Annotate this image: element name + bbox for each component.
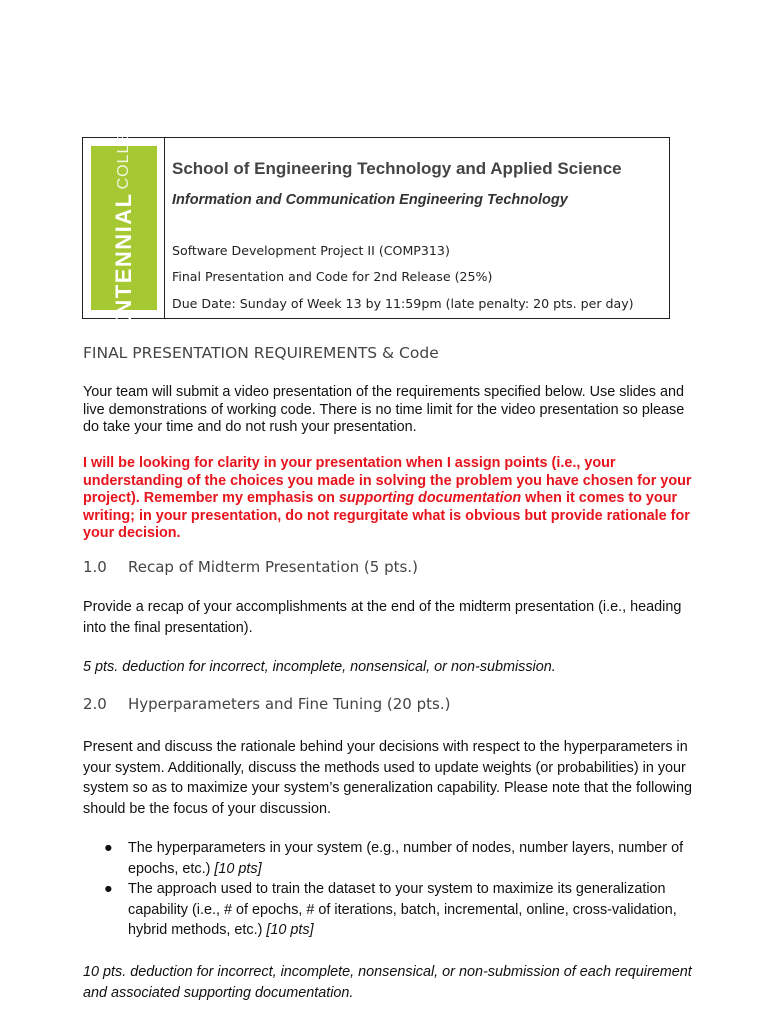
page-title: FINAL PRESENTATION REQUIREMENTS & Code: [83, 344, 439, 362]
intro-paragraph: Your team will submit a video presentation of the requirements specified below. Use slides and live demonstrations of working code. There is no time limit for the video presentation so please do take your time and do not rush your presentation.: [83, 384, 685, 435]
section-1-number: 1.0: [83, 558, 107, 576]
section-2-number: 2.0: [83, 695, 107, 713]
section-1-title: Recap of Midterm Presentation (5 pts.): [128, 558, 418, 576]
section-2-body: Present and discuss the rationale behind your decisions with respect to the hyperparameters in your system. Additionally, discuss the methods used to update weights (or probabilities) in your system so as to maximize your system’s generalization capability. Please note that the following should be the focus of your discussion.: [83, 739, 692, 817]
school-name: School of Engineering Technology and Applied Science: [172, 159, 622, 178]
section-1-body: Provide a recap of your accomplishments at the end of the midterm presentation (i.e., heading into the final presentation).: [83, 599, 682, 636]
course-title: Software Development Project II (COMP313): [172, 243, 450, 258]
emphasis-part1: I will be looking for clarity in your presentation when I assign points (i.e., your understanding of the choices you made in solving the problem you have chosen for your project). Remember my emphasis on: [83, 455, 692, 506]
list-item-points: [10 pts]: [214, 860, 262, 877]
section-2-title: Hyperparameters and Fine Tuning (20 pts.): [128, 695, 451, 713]
logo-sub-text: COLLEGE: [115, 106, 132, 190]
list-item-text: The approach used to train the dataset to your system to maximize its generalization capability (i.e., # of epochs, # of iterations, batch, incremental, online, cross-validation, hybrid methods, etc.): [128, 881, 677, 938]
list-item: [104, 838, 684, 879]
due-date: Due Date: Sunday of Week 13 by 11:59pm (late penalty: 20 pts. per day): [172, 296, 634, 311]
college-logo: [91, 106, 157, 350]
bullet-icon: ●: [104, 840, 113, 856]
list-item: [104, 879, 684, 941]
section-2-heading: [83, 695, 450, 713]
logo-main-text: CENTENNIAL: [111, 192, 136, 350]
section-1-heading: [83, 558, 418, 576]
logo-cell: [83, 106, 165, 350]
section-2-note: 10 pts. deduction for incorrect, incomplete, nonsensical, or non-submission of each requirement and associated supporting documentation.: [83, 964, 692, 1001]
task-title: Final Presentation and Code for 2nd Release (25%): [172, 269, 493, 284]
bullet-icon: ●: [104, 881, 113, 897]
list-item-text: The hyperparameters in your system (e.g., number of nodes, number layers, number of epochs, etc.): [128, 840, 684, 877]
logo-wordmark: [111, 107, 137, 349]
emphasis-italic: supporting documentation: [338, 490, 522, 506]
program-name: Information and Communication Engineering Technology: [172, 192, 568, 208]
list-item-points: [10 pts]: [266, 922, 314, 938]
requirements-list: [104, 838, 684, 941]
section-1-note: 5 pts. deduction for incorrect, incomplete, nonsensical, or non-submission.: [83, 659, 556, 675]
emphasis-paragraph: [83, 455, 693, 543]
emphasis-part2: when it comes to your writing; in your presentation, do not regurgitate what is obvious but provide rationale for your decision.: [83, 490, 690, 541]
